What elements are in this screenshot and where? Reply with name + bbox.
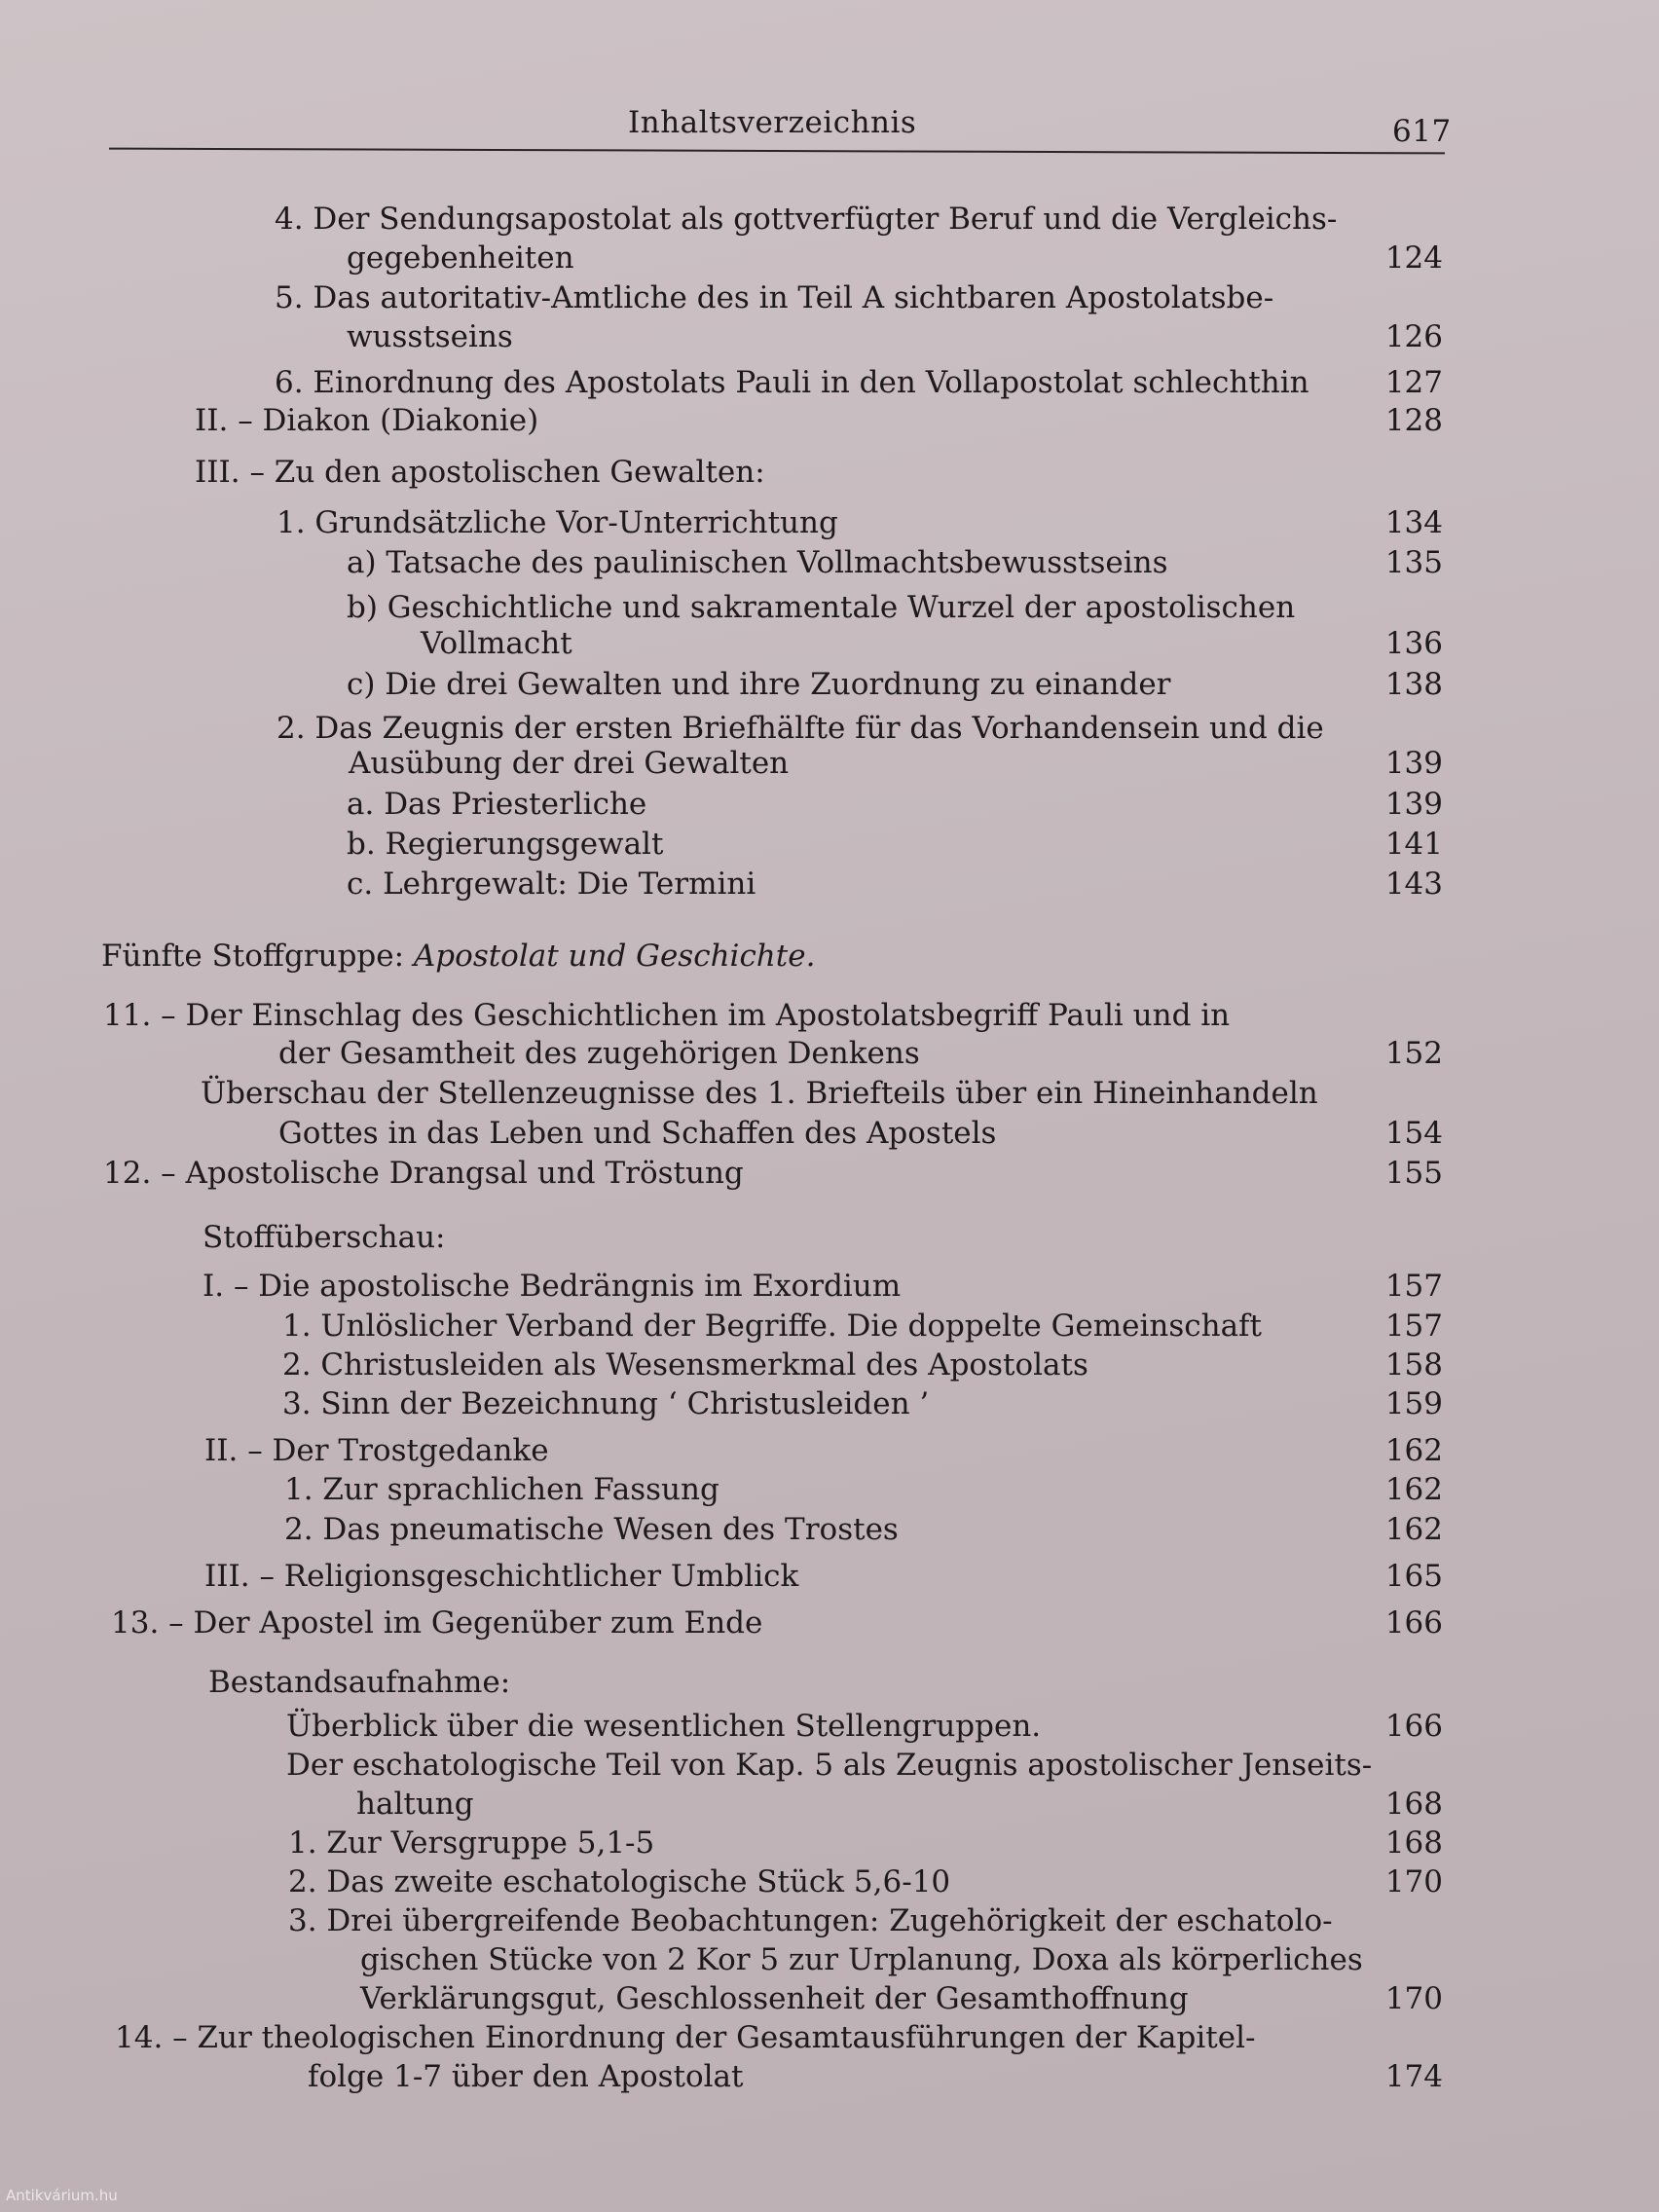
toc-entry: Überblick über die wesentlichen Stellengruppen. 166 [286,1709,1443,1744]
toc-entry: III. – Religionsgeschichtlicher Umblick 165 [204,1559,1443,1594]
toc-entry: 2. Das zweite eschatologische Stück 5,6-10 170 [288,1864,1443,1899]
subsection-heading: Stoffüberschau: [203,1220,446,1255]
toc-entry: a) Tatsache des paulinischen Vollmachtsbewusstseins 135 [347,545,1443,580]
running-head: Inhaltsverzeichnis [628,105,917,140]
toc-entry: wusstseins 126 [347,319,1443,354]
toc-entry: Ausübung der drei Gewalten 139 [349,746,1443,781]
toc-entry: 2. Das pneumatische Wesen des Trostes 162 [284,1512,1443,1547]
toc-entry: 1. Zur sprachlichen Fassung 162 [284,1472,1443,1507]
watermark: Antikvárium.hu [6,2187,118,2204]
toc-entry: 4. Der Sendungsapostolat als gottverfügter Beruf und die Vergleichs- [275,202,1338,237]
toc-entry: 1. Zur Versgruppe 5,1-5 168 [288,1825,1443,1861]
toc-entry: 13. – Der Apostel im Gegenüber zum Ende 166 [111,1605,1443,1641]
toc-entry: der Gesamtheit des zugehörigen Denkens 152 [278,1036,1443,1071]
toc-entry: 6. Einordnung des Apostolats Pauli in den Vollapostolat schlechthin 127 [275,365,1443,400]
toc-entry: 3. Sinn der Bezeichnung ‘ Christusleiden ’ 159 [282,1386,1443,1421]
toc-entry: 1. Unlöslicher Verband der Begriffe. Die doppelte Gemeinschaft 157 [282,1309,1443,1344]
header-rule [109,148,1445,155]
toc-entry: III. – Zu den apostolischen Gewalten: [195,455,765,490]
toc-entry: Vollmacht 136 [421,626,1443,661]
toc-entry: 14. – Zur theologischen Einordnung der Gesamtausführungen der Kapitel- [115,2020,1256,2055]
toc-entry: II. – Diakon (Diakonie) 128 [195,403,1443,438]
toc-entry: 3. Drei übergreifende Beobachtungen: Zugehörigkeit der eschatolo- [288,1903,1333,1938]
toc-entry: gegebenheiten 124 [347,240,1443,276]
toc-entry: b) Geschichtliche und sakramentale Wurzel der apostolischen [347,590,1296,625]
toc-entry: 2. Christusleiden als Wesensmerkmal des Apostolats 158 [282,1347,1443,1382]
subsection-heading: Bestandsaufnahme: [208,1665,511,1700]
toc-entry: a. Das Priesterliche 139 [347,787,1443,822]
toc-entry: 11. – Der Einschlag des Geschichtlichen im Apostolatsbegriff Pauli und in [103,998,1231,1033]
page-number: 617 [1392,114,1452,149]
toc-entry: Der eschatologische Teil von Kap. 5 als Zeugnis apostolischer Jenseits- [286,1748,1373,1783]
toc-entry: c. Lehrgewalt: Die Termini 143 [347,866,1443,902]
toc-entry: haltung 168 [356,1787,1443,1822]
toc-entry: c) Die drei Gewalten und ihre Zuordnung zu einander 138 [347,667,1443,702]
toc-entry: b. Regierungsgewalt 141 [347,827,1443,862]
toc-entry: 5. Das autoritativ-Amtliche des in Teil A sichtbaren Apostolatsbe- [275,280,1274,315]
toc-entry: 2. Das Zeugnis der ersten Briefhälfte für das Vorhandensein und die [276,711,1324,746]
toc-entry: I. – Die apostolische Bedrängnis im Exordium 157 [203,1269,1443,1304]
toc-entry: 12. – Apostolische Drangsal und Tröstung 155 [103,1156,1443,1191]
toc-entry: gischen Stücke von 2 Kor 5 zur Urplanung, Doxa als körperliches [360,1942,1363,1977]
toc-entry: Überschau der Stellenzeugnisse des 1. Briefteils über ein Hineinhandeln [201,1076,1318,1111]
section-heading: Fünfte Stoffgruppe: Apostolat und Geschichte. [101,939,816,974]
toc-entry: II. – Der Trostgedanke 162 [204,1433,1443,1468]
toc-entry: Verklärungsgut, Geschlossenheit der Gesamthoffnung 170 [360,1981,1443,2016]
toc-entry: folge 1-7 über den Apostolat 174 [308,2059,1443,2094]
toc-entry: Gottes in das Leben und Schaffen des Apostels 154 [278,1116,1443,1151]
section-heading-italic: Apostolat und Geschichte. [413,939,816,974]
toc-entry: 1. Grundsätzliche Vor-Unterrichtung 134 [276,505,1443,540]
